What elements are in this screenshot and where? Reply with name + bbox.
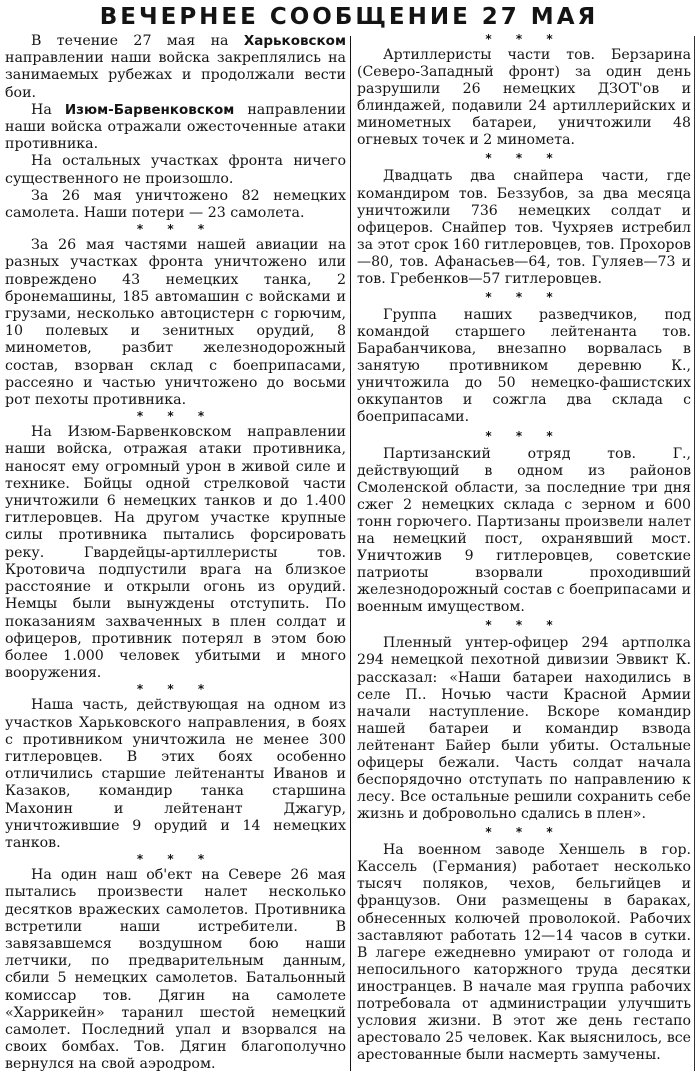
separator: * * * [485,151,563,166]
left-column [5,33,346,1075]
separator: * * * [136,852,215,867]
paragraph-partisans: Партизанский отряд тов. Г., действующий в одном из районов Смоленской области, за последние три дня сжег 2 немецких склада с зерном и 600 тонн горючего. Партизаны произвели налет на немецкий пост, охранявший мост. Уничтожив 9 гитлеровцев, советские патриоты взорвали проходивший железнодорожный состав с боеприпасами и военным имуществом. [357,445,691,616]
separator: * * * [485,428,563,443]
paragraph-north-air-raid: На один наш об'ект на Севере 26 мая пытались произвести налет несколько десятков вражеских самолетов. Противника встретили наши истребители. В завязавшемся воздушном бою наши летчики, по предварительным данным, сбили 5 немецких самолетов. Батальонный комиссар тов. Дягин на самолете «Харрикейн» таранил шестой немецкий самолет. Последний упал и взорвался на своих бомбах. Тов. Дягин благополучно вернулся на свой аэродром. [5,867,346,1073]
paragraph-other-sectors: На остальных участках фронта ничего существенного не произошло. [5,153,346,187]
separator: * * * [485,825,563,840]
separator: * * * [136,409,215,424]
separator: * * * [136,682,215,697]
paragraph-snipers: Двадцать два снайпера части, где командиром тов. Беззубов, за два месяца уничтожили 736 немецких солдат и офицеров. Снайпер тов. Чухряев истребил за этот срок 160 гитлеровцев, тов. Прохоров—80, тов. Афанасьев—64, тов. Гуляев—73 и тов. Гребенков—57 гитлеровцев. [357,168,691,287]
paragraph-scouts: Группа наших разведчиков, под командой старшего лейтенанта тов. Барабанчикова, внезапно ворвалась в занятую противником деревню К., уничтожила до 50 немецко-фашистских оккупантов и сожгла два склада с боеприпасами. [357,307,691,426]
paragraph-aviation: За 26 мая частями нашей авиации на разных участках фронта уничтожено или повреждено 43 немецких танка, 2 бронемашины, 185 автомашин с войсками и грузами, несколько автоцистерн с горючим, 10 полевых и зенитных орудий, 8 минометов, разбит железнодорожный состав, взорван склад с боеприпасами, рассеяно и частью уничтожено до восьми рот пехоты противника. [5,237,346,409]
headline: ВЕЧЕРНЕЕ СООБЩЕНИЕ 27 МАЯ [99,4,599,30]
paragraph-kharkov: В течение 27 мая на Харьковском направлении наши войска закреплялись на занимаемых рубежах и продолжали вести бои. [5,33,346,101]
separator: * * * [136,222,215,237]
place-izyum: Изюм-Барвенковском [64,101,235,118]
paragraph-izyum: На Изюм-Барвенковском направлении наши войска отражали ожесточенные атаки противника. [5,101,346,153]
paragraph-kharkov-unit: Наша часть, действующая на одном из участков Харьковского направления, в боях с противником уничтожила не менее 300 гитлеровцев. В этих боях особенно отличились старшие лейтенанты Иванов и Казаков, командир танка старшина Махонин и лейтенант Джагур, уничтожившие 9 орудий и 14 немецких танков. [5,697,346,851]
place-kharkov: Харьковском [243,33,346,49]
right-column [357,33,691,1075]
separator: * * * [485,33,563,46]
separator: * * * [485,618,563,633]
edge-rule [694,36,695,1071]
column-rule [350,36,351,1071]
paragraph-artillery: Артиллеристы части тов. Берзарина (Северо-Западный фронт) за один день разрушили 26 немецких ДЗОТ'ов и блиндажей, подавили 24 артиллерийских и минометных батареи, уничтожили 48 огневых точек и 2 миномета. [357,47,691,149]
paragraph-henschel-factory: На военном заводе Хеншель в гор. Кассель (Германия) работает несколько тысяч поляков, чехов, бельгийцев и французов. Они размещены в бараках, обнесенных колючей проволокой. Рабочих заставляют работать 12—14 часов в сутки. В лагере ежедневно умирают от голода и непосильного каторжного труда десятки иностранцев. В начале мая группа рабочих потребовала от администрации улучшить условия жизни. В этот же день гестапо арестовало 25 человек. Как выяснилось, все арестованные были насмерть замучены. [357,842,691,1064]
paragraph-prisoner: Пленный унтер-офицер 294 артполка 294 немецкой пехотной дивизии Эввикт К. рассказал: «Наши батареи находились в селе П.. Ночью части Красной Армии начали наступление. Вскоре командир нашей батареи и командир взвода лейтенант Байер были убиты. Остальные офицеры бежали. Часть солдат начала беспорядочно отступать по направлению к лесу. Все остальные решили сохранить себе жизнь и добровольно сдались в плен». [357,635,691,823]
paragraph-izyum-battles: На Изюм-Барвенковском направлении наши войска, отражая атаки противника, наносят ему огромный урон в живой силе и технике. Бойцы одной стрелковой части уничтожили 6 немецких танков и до 1.400 гитлеровцев. На другом участке крупные силы противника пытались форсировать реку. Гвардейцы-артиллеристы тов. Кротовича подпустили врага на близкое расстояние и открыли огонь из орудий. Немцы были вынуждены отступить. По показаниям захваченных в плен солдат и офицеров, противник потерял в этом бою более 1.000 человек убитыми и много вооружения. [5,424,346,682]
paragraph-aircraft-losses: За 26 мая уничтожено 82 немецких самолета. Наши потери — 23 самолета. [5,187,346,222]
separator: * * * [485,290,563,305]
